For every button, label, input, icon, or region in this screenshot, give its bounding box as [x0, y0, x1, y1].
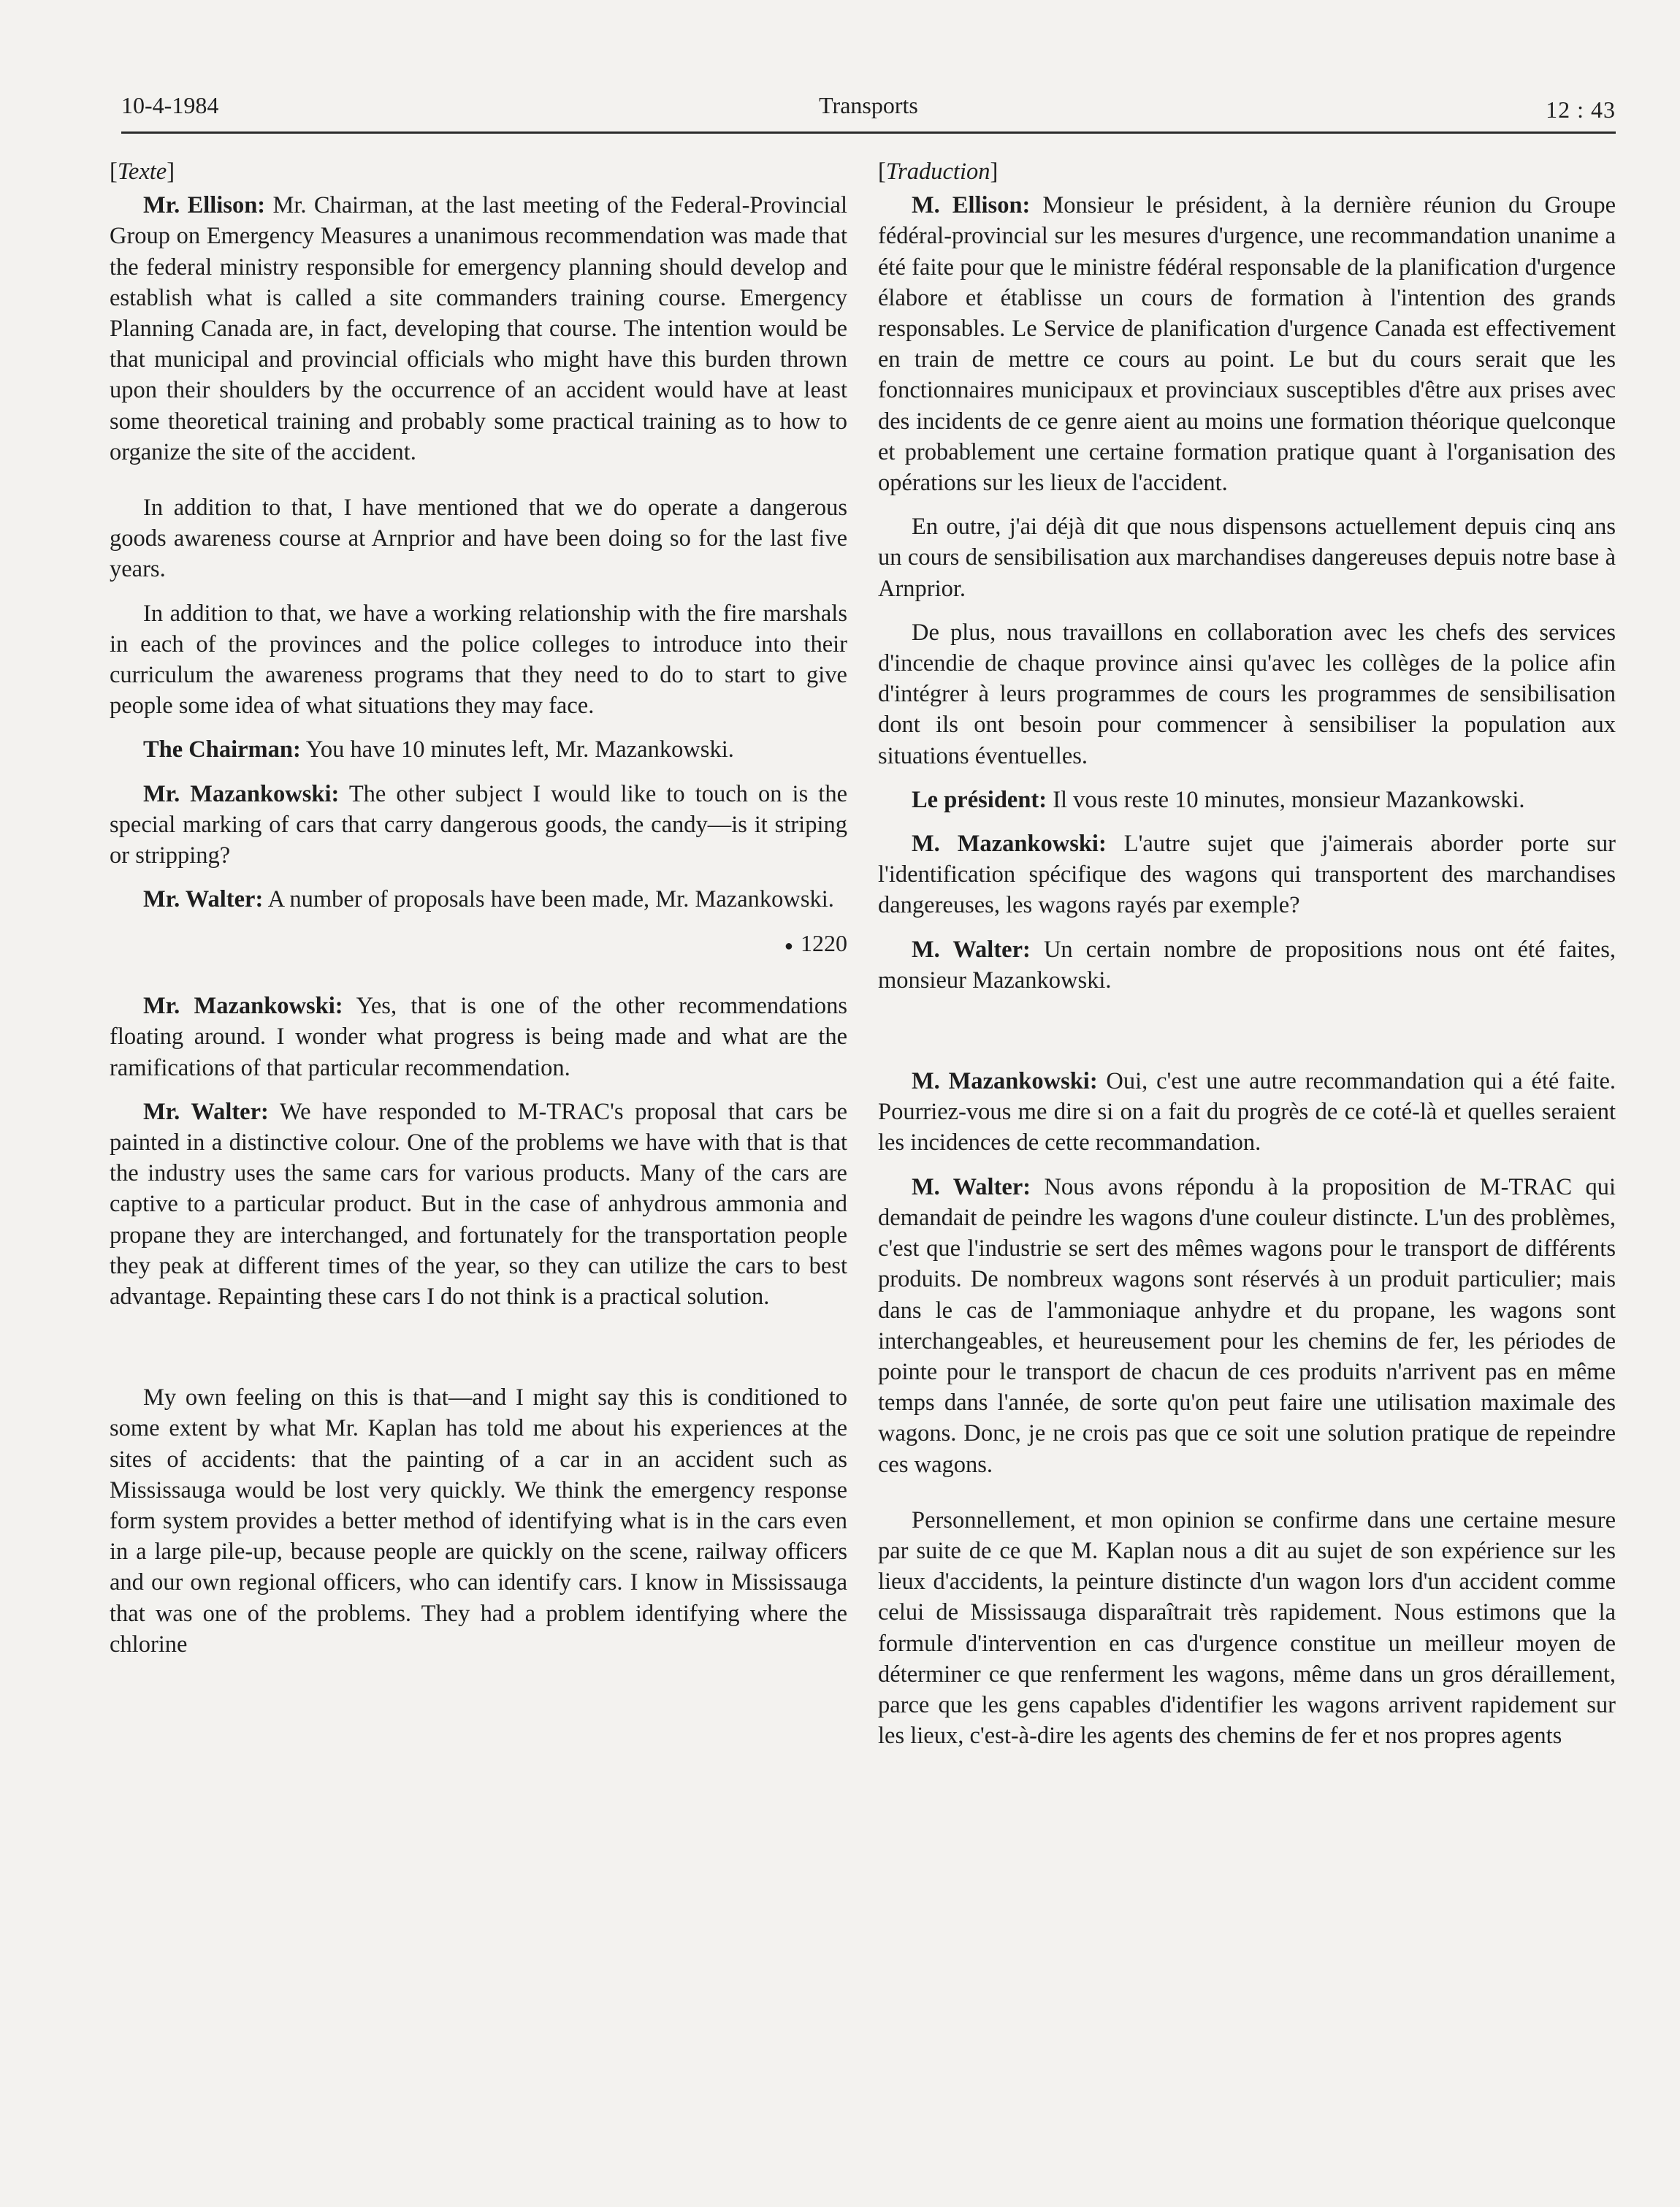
speech-text: Personnellement, et mon opinion se confirme dans une certaine mesure par suite de ce que M. Kaplan nous a dit au sujet de son expérience sur les lieux d'accidents, la peinture distincte d'un wagon lors d'un accident comme celui de Mississauga disparaîtrait très rapidement. Nous estimons que la formule d'intervention en cas d'urgence constitue un meilleur moyen de déterminer ce que renferment les wagons, même dans un gros déraillement, parce que les gens capables d'identifier les wagons arrivent rapidement sur les lieux, c'est-à-dire les agents des chemins de fer et nos propres agents: [878, 1506, 1616, 1750]
speech-text: The other subject I would like to touch on is the special marking of cars that carry dangerous goods, the candy—is it striping or stripping?: [110, 780, 847, 869]
time-marker-text: 1220: [801, 930, 847, 957]
speech-text: In addition to that, I have mentioned that we do operate a dangerous goods awareness course at Arnprior and have been doing so for the last five years.: [110, 495, 847, 583]
speech-text: En outre, j'ai déjà dit que nous dispensons actuellement depuis cinq ans un cours de sensibilisation aux marchandises dangereuses depuis notre base à Arnprior.: [878, 514, 1616, 602]
column-label-text: Traduction: [885, 159, 990, 185]
speaker-name: Mr. Walter:: [143, 886, 264, 913]
speech-text: My own feeling on this is that—and I might say this is conditioned to some extent by what Mr. Kaplan has told me about his experiences at the sites of accidents: that the painting of a car in an accident such as Mississauga would be lost very quickly. We think the emergency response form system provides a better method of identifying what is in the cars even in a large pile-up, because people are quickly on the scene, railway officers and our own regional officers, who can identify cars. I know in Mississauga that was one of the problems. They had a problem identifying where the chlorine: [110, 1384, 847, 1658]
speech-text: De plus, nous travaillons en collaboration avec les chefs des services d'incendie de chaque province ainsi qu'avec les collèges de la police afin d'intégrer à leurs programmes de cours les programmes de sensibilisation dont ils ont besoin pour commencer à sensibiliser la population aux situations éventuelles.: [878, 619, 1616, 769]
paragraph: [110, 598, 847, 722]
speaker-name: M. Mazankowski:: [912, 1068, 1098, 1095]
speech-text: Yes, that is one of the other recommendations floating around. I wonder what progress is being made and what are the ramifications of that particular recommendation.: [110, 993, 847, 1081]
time-marker: [110, 928, 847, 961]
speaker-name: M. Ellison:: [912, 192, 1031, 219]
speech-text: L'autre sujet que j'aimerais aborder porte sur l'identification spécifique des wagons qui transportent des marchandises dangereuses, les wagons rayés par exemple?: [878, 831, 1616, 919]
paragraph: [110, 779, 847, 872]
speech-text: We have responded to M-TRAC's proposal that cars be painted in a distinctive colour. One of the problems we have with that is that the industry uses the same cars for various products. Many of the cars are captive to a particular product. But in the case of anhydrous ammonia and propane they are interchanged, and fortunately for the transportation people they peak at different times of the year, so they can utilize the cars to best advantage. Repainting these cars I do not think is a practical solution.: [110, 1098, 847, 1311]
speaker-name: M. Mazankowski:: [912, 831, 1107, 858]
header-date: 10-4-1984: [121, 92, 219, 118]
paragraph: [110, 190, 847, 468]
column-label: [Traduction]: [878, 159, 999, 185]
speech-text: Monsieur le président, à la dernière réunion du Groupe fédéral-provincial sur les mesures d'urgence, une recommandation unanime a été faite pour que le ministre fédéral responsable de la planification d'urgence élabore et établisse un cours de formation à l'intention des grands responsables. Le Service de planification d'urgence Canada est effectivement en train de mettre ce cours au point. Le but du cours serait que les fonctionnaires municipaux et provinciaux susceptibles d'être aux prises avec des incidents de ce genre aient au moins une formation théorique quelconque et probablement une certaine formation pratique quant à l'organisation des opérations sur les lieux de l'accident.: [878, 192, 1616, 497]
paragraph: [878, 190, 1616, 498]
header-page-number: 12 : 43: [1546, 96, 1616, 123]
paragraph: [878, 785, 1616, 815]
speaker-name: M. Walter:: [912, 936, 1031, 963]
paragraph: [878, 934, 1616, 996]
paragraph: [878, 511, 1616, 604]
paragraph: [878, 1066, 1616, 1159]
column-label-text: Texte: [117, 159, 167, 185]
speech-text: Un certain nombre de propositions nous ont été faites, monsieur Mazankowski.: [878, 936, 1616, 994]
header-title: Transports: [819, 92, 918, 118]
bullet-icon: ●: [784, 938, 793, 955]
speech-text: You have 10 minutes left, Mr. Mazankowski.: [300, 736, 734, 763]
speech-text: Mr. Chairman, at the last meeting of the Federal-Provincial Group on Emergency Measures a unanimous recommendation was made that the federal ministry responsible for emergency planning should develop and establish what is called a site commanders training course. Emergency Planning Canada are, in fact, developing that course. The intention would be that municipal and provincial officials who might have this burden thrown upon their shoulders by the occurrence of an accident would have at least some theoretical training and probably some practical training as to how to organize the site of the accident.: [110, 192, 847, 465]
paragraph: [878, 1505, 1616, 1752]
paragraph: [110, 1382, 847, 1660]
speaker-name: Mr. Mazankowski:: [143, 780, 340, 807]
speaker-name: Mr. Ellison:: [143, 192, 266, 219]
paragraph: [110, 1097, 847, 1312]
english-column: [110, 156, 847, 1673]
paragraph: [110, 492, 847, 585]
paragraph: [878, 1172, 1616, 1480]
speech-text: Oui, c'est une autre recommandation qui a été faite. Pourriez-vous me dire si on a fait du progrès de ce coté-là et quelles seraient les incidences de cette recommandation.: [878, 1068, 1616, 1156]
speaker-name: Mr. Walter:: [143, 1098, 269, 1125]
speech-text: A number of proposals have been made, Mr. Mazankowski.: [263, 886, 834, 913]
paragraph: [110, 991, 847, 1083]
speech-text: Nous avons répondu à la proposition de M-TRAC qui demandait de peindre les wagons d'une couleur distincte. L'un des problèmes, c'est que l'industrie se sert des mêmes wagons pour le transport de différents produits. De nombreux wagons sont réservés à un produit particulier; mais dans le cas de l'ammoniaque anhydre et du propane, les wagons sont interchangeables, et heureusement pour les chemins de fer, les périodes de pointe pour le transport de chacun de ces produits n'arrivent pas en même temps dans l'année, de sorte qu'on peut faire une utilisation maximale des wagons. Donc, je ne crois pas que ce soit une solution pratique de repeindre ces wagons.: [878, 1173, 1616, 1478]
french-column: [878, 156, 1616, 1764]
page-header: [121, 86, 1616, 134]
speech-text: Il vous reste 10 minutes, monsieur Mazankowski.: [1047, 786, 1525, 813]
paragraph: [110, 884, 847, 915]
paragraph: [110, 734, 847, 765]
speaker-name: Mr. Mazankowski:: [143, 993, 343, 1020]
speech-text: In addition to that, we have a working relationship with the fire marshals in each of the provinces and the police colleges to introduce into their curriculum the awareness programs that they need to do to start to give people some idea of what situations they may face.: [110, 600, 847, 720]
speaker-name: Le président:: [912, 786, 1047, 813]
paragraph: [878, 617, 1616, 771]
paragraph: [878, 828, 1616, 921]
speaker-name: The Chairman:: [143, 736, 301, 763]
column-label: [Texte]: [110, 159, 175, 185]
speaker-name: M. Walter:: [912, 1173, 1031, 1200]
